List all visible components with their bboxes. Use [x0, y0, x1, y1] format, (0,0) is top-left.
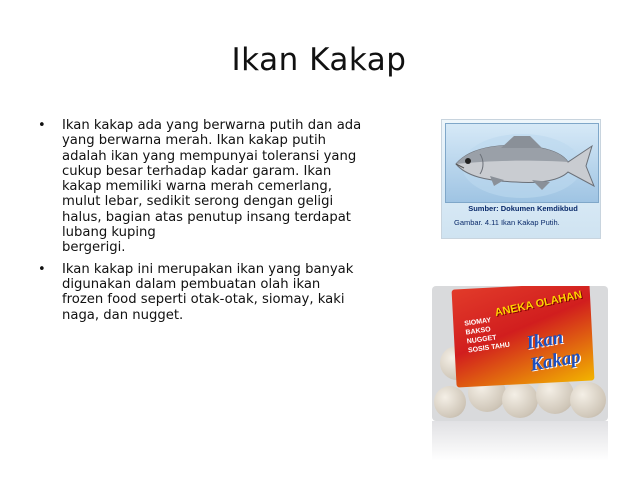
- bullet-line: adalah ikan yang mempunyai toleransi yang: [62, 148, 357, 164]
- fishball: [570, 382, 606, 418]
- fishball: [502, 382, 538, 418]
- package-subtitle: Ikan Kakap: [524, 326, 583, 376]
- bullet-line: bergerigi.: [62, 240, 126, 256]
- fish-caption-source: Sumber: Dokumen Kemdikbud: [468, 204, 578, 213]
- bullet-line: kakap memiliki warna merah cemerlang,: [62, 179, 332, 195]
- bullet-line: digunakan dalam pembuatan olah ikan: [62, 276, 321, 292]
- bullet-line: Ikan kakap ada yang berwarna putih dan ada: [62, 118, 362, 133]
- bullet-line: lubang kuping: [62, 225, 156, 241]
- bullet-line: mulut lebar, sedikit serong dengan geligi: [62, 194, 334, 210]
- package-image: [432, 286, 608, 421]
- fish-image: [442, 120, 600, 238]
- bullet-line: frozen food seperti otak-otak, siomay, kaki: [62, 292, 345, 308]
- bullet-line: halus, bagian atas penutup insang terdapat: [62, 209, 351, 225]
- package-title: ANEKA OLAHAN: [493, 288, 584, 320]
- bullet-item: [38, 262, 418, 323]
- fishball: [434, 386, 466, 418]
- bullet-symbol: •: [38, 118, 46, 133]
- fish-caption-figure: Gambar. 4.11 Ikan Kakap Putih.: [454, 218, 560, 227]
- bullet-list: [38, 118, 418, 329]
- bullet-line: Ikan kakap ini merupakan ikan yang banyak: [62, 261, 354, 277]
- bullet-line: cukup besar terhadap kadar garam. Ikan: [62, 163, 332, 179]
- package-badge: SIOMAY BAKSO NUGGET SOSIS TAHU: [463, 317, 511, 355]
- bullet-symbol: •: [38, 261, 46, 277]
- bullet-item: [38, 118, 418, 256]
- fish-illustration: [446, 124, 598, 202]
- package-reflection: [432, 421, 608, 461]
- fish-photo: [445, 123, 599, 203]
- slide-title: Ikan Kakap: [231, 42, 407, 78]
- bullet-line: naga, dan nugget.: [62, 307, 184, 323]
- bullet-line: yang berwarna merah. Ikan kakap putih: [62, 133, 326, 149]
